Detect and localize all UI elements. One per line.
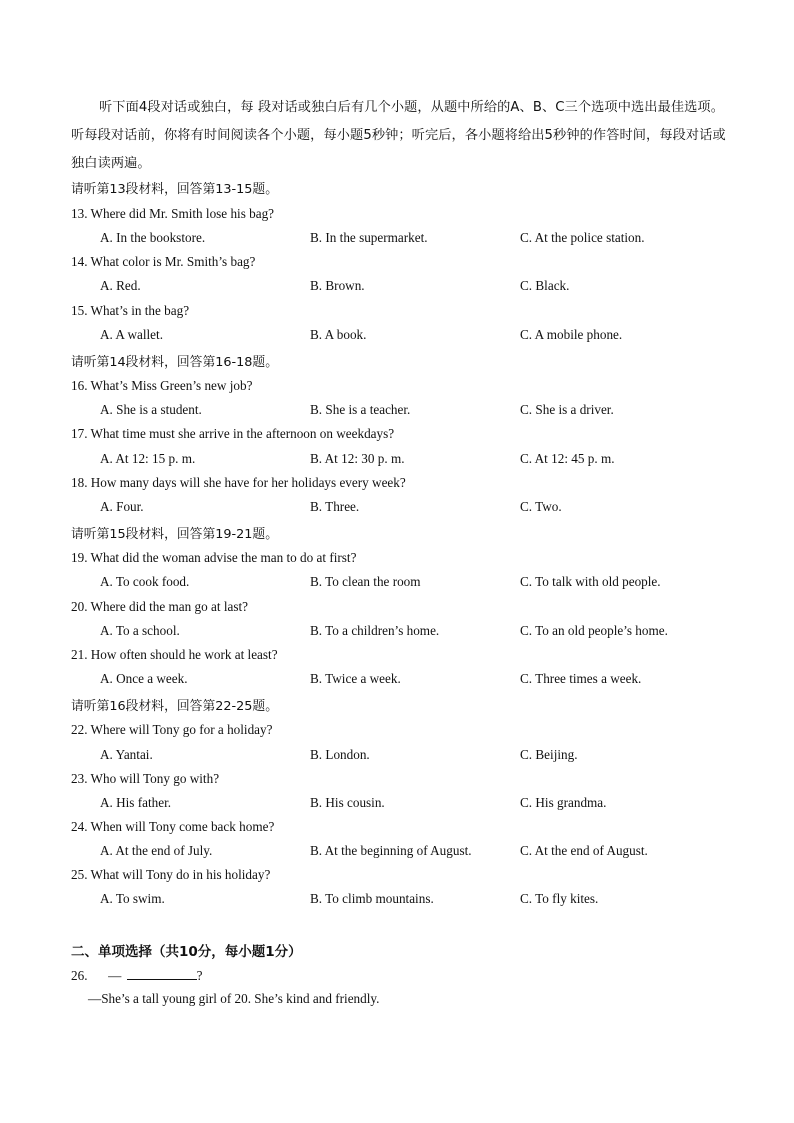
q21-option-a: A. Once a week. (100, 671, 188, 686)
q17-option-a: A. At 12: 15 p. m. (100, 451, 196, 466)
q26-response: —She’s a tall young girl of 20. She’s kind and friendly. (88, 991, 380, 1006)
section-heading-16: 请听第16段材料，回答第22-25题。 (71, 699, 279, 714)
q16-option-a: A. She is a student. (100, 402, 202, 417)
q18-option-b: B. Three. (310, 499, 360, 514)
section-heading-15: 请听第15段材料，回答第19-21题。 (71, 527, 279, 542)
question-15: 15. What’s in the bag? (71, 303, 190, 318)
q24-option-b: B. At the beginning of August. (310, 843, 472, 858)
q24-option-c: C. At the end of August. (520, 843, 648, 858)
q22-option-b: B. London. (310, 747, 370, 762)
q22-option-a: A. Yantai. (100, 747, 153, 762)
q25-option-b: B. To climb mountains. (310, 891, 434, 906)
q16-option-b: B. She is a teacher. (310, 402, 411, 417)
q16-option-c: C. She is a driver. (520, 402, 614, 417)
question-20: 20. Where did the man go at last? (71, 599, 249, 614)
q14-option-a: A. Red. (100, 278, 141, 293)
question-26 (71, 967, 202, 984)
question-16: 16. What’s Miss Green’s new job? (71, 378, 253, 393)
question-13: 13. Where did Mr. Smith lose his bag? (71, 206, 275, 221)
question-17: 17. What time must she arrive in the afternoon on weekdays? (71, 426, 395, 441)
q20-option-b: B. To a children’s home. (310, 623, 440, 638)
q22-option-c: C. Beijing. (520, 747, 578, 762)
listening-instructions (71, 94, 736, 178)
q18-option-c: C. Two. (520, 499, 562, 514)
q13-option-a: A. In the bookstore. (100, 230, 206, 245)
q15-option-b: B. A book. (310, 327, 367, 342)
q25-option-c: C. To fly kites. (520, 891, 599, 906)
question-14: 14. What color is Mr. Smith’s bag? (71, 254, 256, 269)
q23-option-a: A. His father. (100, 795, 172, 810)
question-23: 23. Who will Tony go with? (71, 771, 220, 786)
q23-option-b: B. His cousin. (310, 795, 385, 810)
q26-question-mark: ? (196, 968, 203, 983)
q13-option-c: C. At the police station. (520, 230, 645, 245)
q17-option-c: C. At 12: 45 p. m. (520, 451, 615, 466)
q26-dash: — (108, 968, 122, 983)
q24-option-a: A. At the end of July. (100, 843, 213, 858)
q21-option-b: B. Twice a week. (310, 671, 401, 686)
section-heading-14: 请听第14段材料，回答第16-18题。 (71, 355, 279, 370)
question-18: 18. How many days will she have for her holidays every week? (71, 475, 406, 490)
q19-option-a: A. To cook food. (100, 574, 190, 589)
q20-option-c: C. To an old people’s home. (520, 623, 668, 638)
q15-option-c: C. A mobile phone. (520, 327, 623, 342)
q17-option-b: B. At 12: 30 p. m. (310, 451, 405, 466)
q23-option-c: C. His grandma. (520, 795, 607, 810)
q25-option-a: A. To swim. (100, 891, 165, 906)
instructions-text: 听下面4段对话或独白，每 段对话或独白后有几个小题，从题中所给的A、B、C三个选项中选出最佳选项。听每段对话前，你将有时间阅读各个小题，每小题5秒钟；听完后，各小题将给出5秒钟的作答时间，每段对话或独白读两遍。 (71, 100, 726, 171)
q26-answer-blank (127, 967, 197, 980)
q14-option-c: C. Black. (520, 278, 570, 293)
q15-option-a: A. A wallet. (100, 327, 163, 342)
q19-option-c: C. To talk with old people. (520, 574, 661, 589)
question-25: 25. What will Tony do in his holiday? (71, 867, 271, 882)
q14-option-b: B. Brown. (310, 278, 365, 293)
q18-option-a: A. Four. (100, 499, 144, 514)
q20-option-a: A. To a school. (100, 623, 180, 638)
q26-number: 26. (71, 968, 88, 983)
question-19: 19. What did the woman advise the man to do at first? (71, 550, 357, 565)
section-heading-13: 请听第13段材料，回答第13-15题。 (71, 182, 279, 197)
part-two-title: 二、单项选择（共10分，每小题1分） (71, 944, 302, 960)
question-22: 22. Where will Tony go for a holiday? (71, 722, 273, 737)
q21-option-c: C. Three times a week. (520, 671, 642, 686)
question-21: 21. How often should he work at least? (71, 647, 278, 662)
q19-option-b: B. To clean the room (310, 574, 421, 589)
question-24: 24. When will Tony come back home? (71, 819, 275, 834)
q13-option-b: B. In the supermarket. (310, 230, 428, 245)
